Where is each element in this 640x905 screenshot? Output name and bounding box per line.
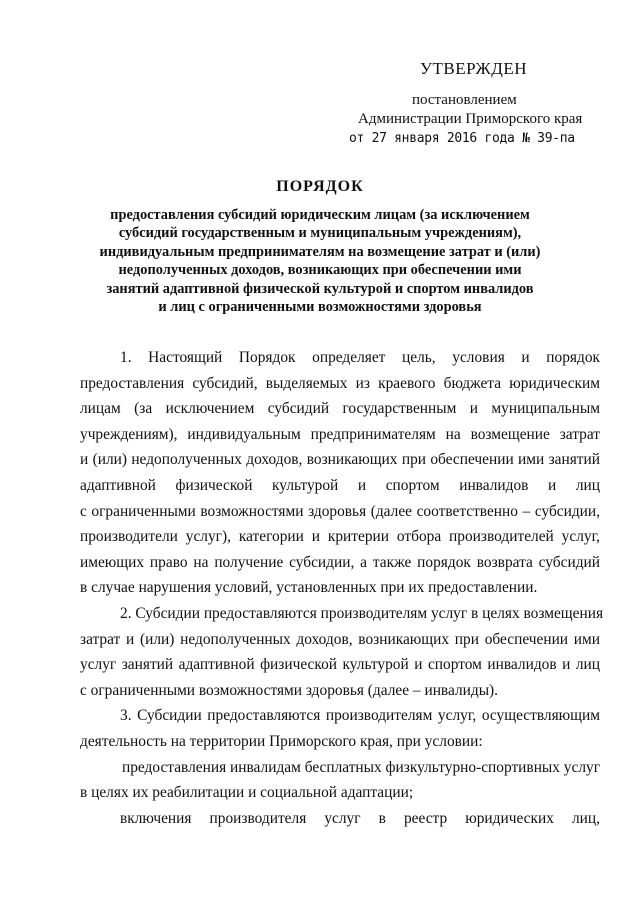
body-line: 2. Субсидии предоставляются производителям услуг в целях возмещения (120, 604, 604, 622)
body-line: учреждениям), индивидуальным предпринимателям на возмещение затрат (80, 425, 600, 443)
body-line: производители услуг), категории и критерии отбора производителей услуг, (80, 528, 600, 546)
subtitle-line: недополученных доходов, возникающих при обеспечении ими (118, 262, 522, 279)
body-line: в целях их реабилитации и социальной адаптации; (80, 784, 414, 802)
body-line: предоставления инвалидам бесплатных физкультурно-спортивных услуг (122, 758, 601, 776)
subtitle-line: занятий адаптивной физической культурой и спортом инвалидов (106, 280, 534, 297)
body-line: лицам (за исключением субсидий государственным и муниципальным (80, 400, 600, 418)
body-line: адаптивной физической культурой и спортом инвалидов и лиц (80, 476, 600, 494)
body-line: предоставления субсидий, выделяемых из краевого бюджета юридическим (80, 374, 600, 392)
approval-stamp-heading: УТВЕРЖДЕН (420, 59, 527, 78)
approval-administration: Администрации Приморского края (358, 111, 583, 127)
subtitle-line: и лиц с ограниченными возможностями здоровья (158, 299, 482, 316)
approval-by-decree: постановлением (412, 92, 517, 108)
body-line: в случае нарушения условий, установленных при их предоставлении. (80, 579, 538, 597)
approval-date-number: от 27 января 2016 года № 39-па (349, 131, 575, 146)
document-subtitle (80, 206, 560, 316)
body-line: услуг занятий адаптивной физической культурой и спортом инвалидов и лиц (80, 656, 600, 674)
body-line: 1. Настоящий Порядок определяет цель, условия и порядок (120, 349, 600, 366)
subtitle-line: индивидуальным предпринимателям на возмещение затрат и (или) (99, 243, 541, 260)
subtitle-line: предоставления субсидий юридическим лицам (за исключением (110, 207, 530, 223)
body-line: имеющих право на получение субсидии, а также порядок возврата субсидий (80, 553, 600, 571)
body-line: включения производителя услуг в реестр юридических лиц, (120, 809, 600, 827)
body-line: затрат и (или) недополученных доходов, возникающих при обеспечении ими (80, 630, 600, 648)
body-line: с ограниченными возможностями здоровья (далее соответственно – субсидии, (80, 502, 600, 520)
body-line: 3. Субсидии предоставляются производителям услуг, осуществляющим (120, 707, 600, 725)
body-line: деятельность на территории Приморского края, при условии: (80, 732, 483, 750)
document-body (80, 345, 604, 831)
body-line: с ограниченными возможностями здоровья (далее – инвалиды). (80, 681, 499, 699)
subtitle-line: субсидий государственным и муниципальным учреждениям), (118, 225, 522, 242)
document-title: ПОРЯДОК (276, 178, 364, 195)
body-line: и (или) недополученных доходов, возникающих при обеспечении ими занятий (80, 451, 600, 469)
